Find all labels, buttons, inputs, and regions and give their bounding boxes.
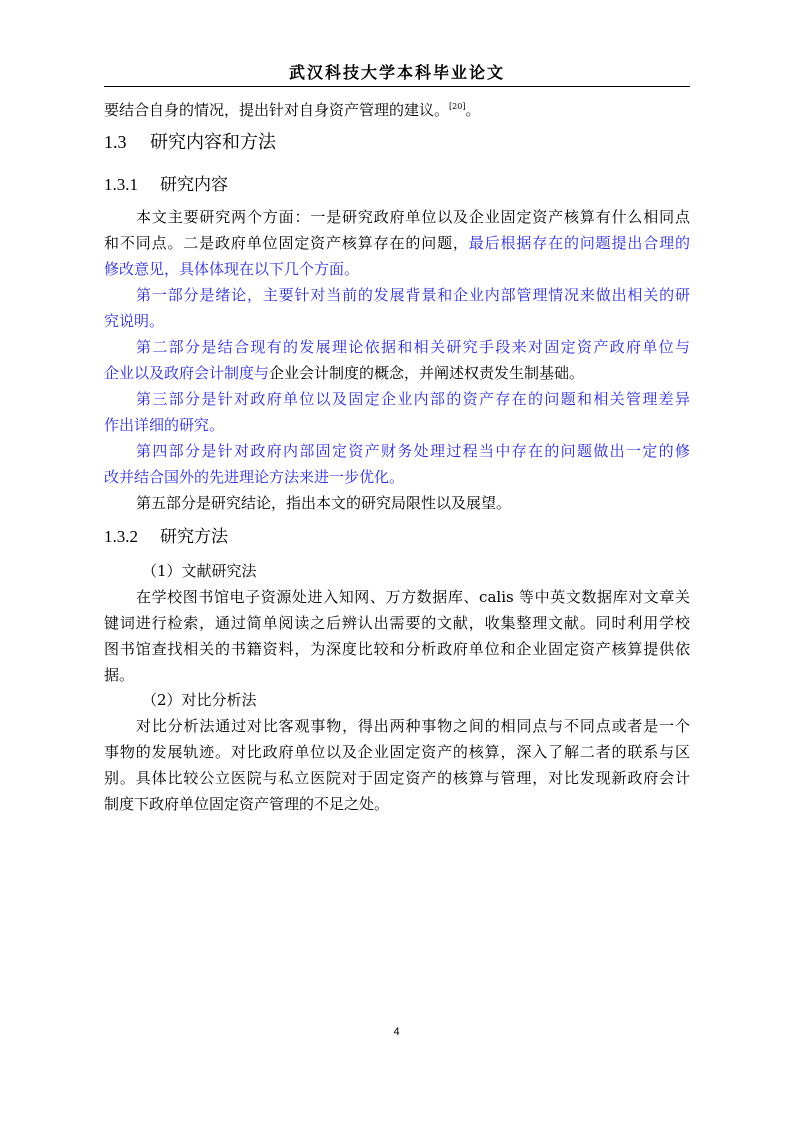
section-title: 研究方法 [160, 527, 228, 547]
section-heading-1-3 [104, 130, 276, 155]
paragraph-line: 本文主要研究两个方面：一是研究政府单位以及企业固定资产核算有什么相同点 [136, 208, 690, 226]
paragraph-line: 第二部分是结合现有的发展理论依据和相关研究手段来对固定资产政府单位与 [136, 338, 690, 356]
paragraph-line: 作出详细的研究。 [104, 416, 225, 434]
paragraph-text: 企业会计制度的概念，并阐述权责发生制基础。 [269, 364, 585, 382]
section-title: 研究内容和方法 [150, 132, 276, 153]
section-number: 1.3.1 [104, 175, 138, 194]
paragraph-line: 第四部分是针对政府内部固定资产财务处理过程当中存在的问题做出一定的修 [136, 442, 690, 460]
section-heading-1-3-2 [104, 526, 228, 548]
paragraph-line: 事物的发展轨迹。对比政府单位以及企业固定资产的核算，深入了解二者的联系与区 [104, 743, 690, 761]
highlighted-text: 企业以及政府会计制度与 [104, 364, 270, 382]
intro-line [104, 97, 690, 120]
intro-text: 要结合自身的情况，提出针对自身资产管理的建议。 [104, 101, 450, 119]
section-title: 研究内容 [160, 175, 228, 195]
paragraph-line: 第一部分是绪论，主要针对当前的发展背景和企业内部管理情况来做出相关的研 [136, 286, 690, 304]
paragraph-line: 对比分析法通过对比客观事物，得出两种事物之间的相同点与不同点或者是一个 [136, 717, 690, 735]
paragraph-text: 和不同点。二是政府单位固定资产核算存在的问题， [104, 234, 469, 252]
paragraph-line: 第三部分是针对政府单位以及固定企业内部的资产存在的问题和相关管理差异 [136, 390, 690, 408]
header-rule [104, 86, 690, 87]
paragraph-line: 在学校图书馆电子资源处进入知网、万方数据库、calis 等中英文数据库对文章关 [136, 588, 690, 606]
paragraph-line: 修改意见，具体体现在以下几个方面。 [104, 260, 360, 278]
section-heading-1-3-1 [104, 174, 228, 196]
method-heading: （1）文献研究法 [142, 562, 257, 580]
paragraph-line: 图书馆查找相关的书籍资料，为深度比较和分析政府单位和企业固定资产核算提供依 [104, 640, 690, 658]
paragraph-line: 改并结合国外的先进理论方法来进一步优化。 [104, 468, 405, 486]
paragraph-line: 第五部分是研究结论，指出本文的研究局限性以及展望。 [136, 494, 512, 512]
method-heading: （2）对比分析法 [142, 691, 257, 709]
paragraph-line: 别。具体比较公立医院与私立医院对于固定资产的核算与管理，对比发现新政府会计 [104, 769, 690, 787]
paragraph-line [104, 233, 690, 253]
highlighted-text: 最后根据存在的问题提出合理的 [468, 234, 690, 252]
section-number: 1.3.2 [104, 527, 138, 546]
page-header-title: 武汉科技大学本科毕业论文 [288, 63, 505, 82]
section-number: 1.3 [104, 132, 127, 152]
paragraph-line: 键词进行检索，通过简单阅读之后辨认出需要的文献，收集整理文献。同时利用学校 [104, 614, 690, 632]
citation-ref: [20] [449, 102, 466, 111]
paragraph-line [104, 363, 690, 383]
paragraph-line: 据。 [104, 666, 135, 684]
page-number: 4 [393, 1026, 400, 1038]
paragraph-line: 制度下政府单位固定资产管理的不足之处。 [104, 795, 390, 813]
intro-end: 。 [465, 101, 481, 119]
paragraph-line: 究说明。 [104, 312, 165, 330]
